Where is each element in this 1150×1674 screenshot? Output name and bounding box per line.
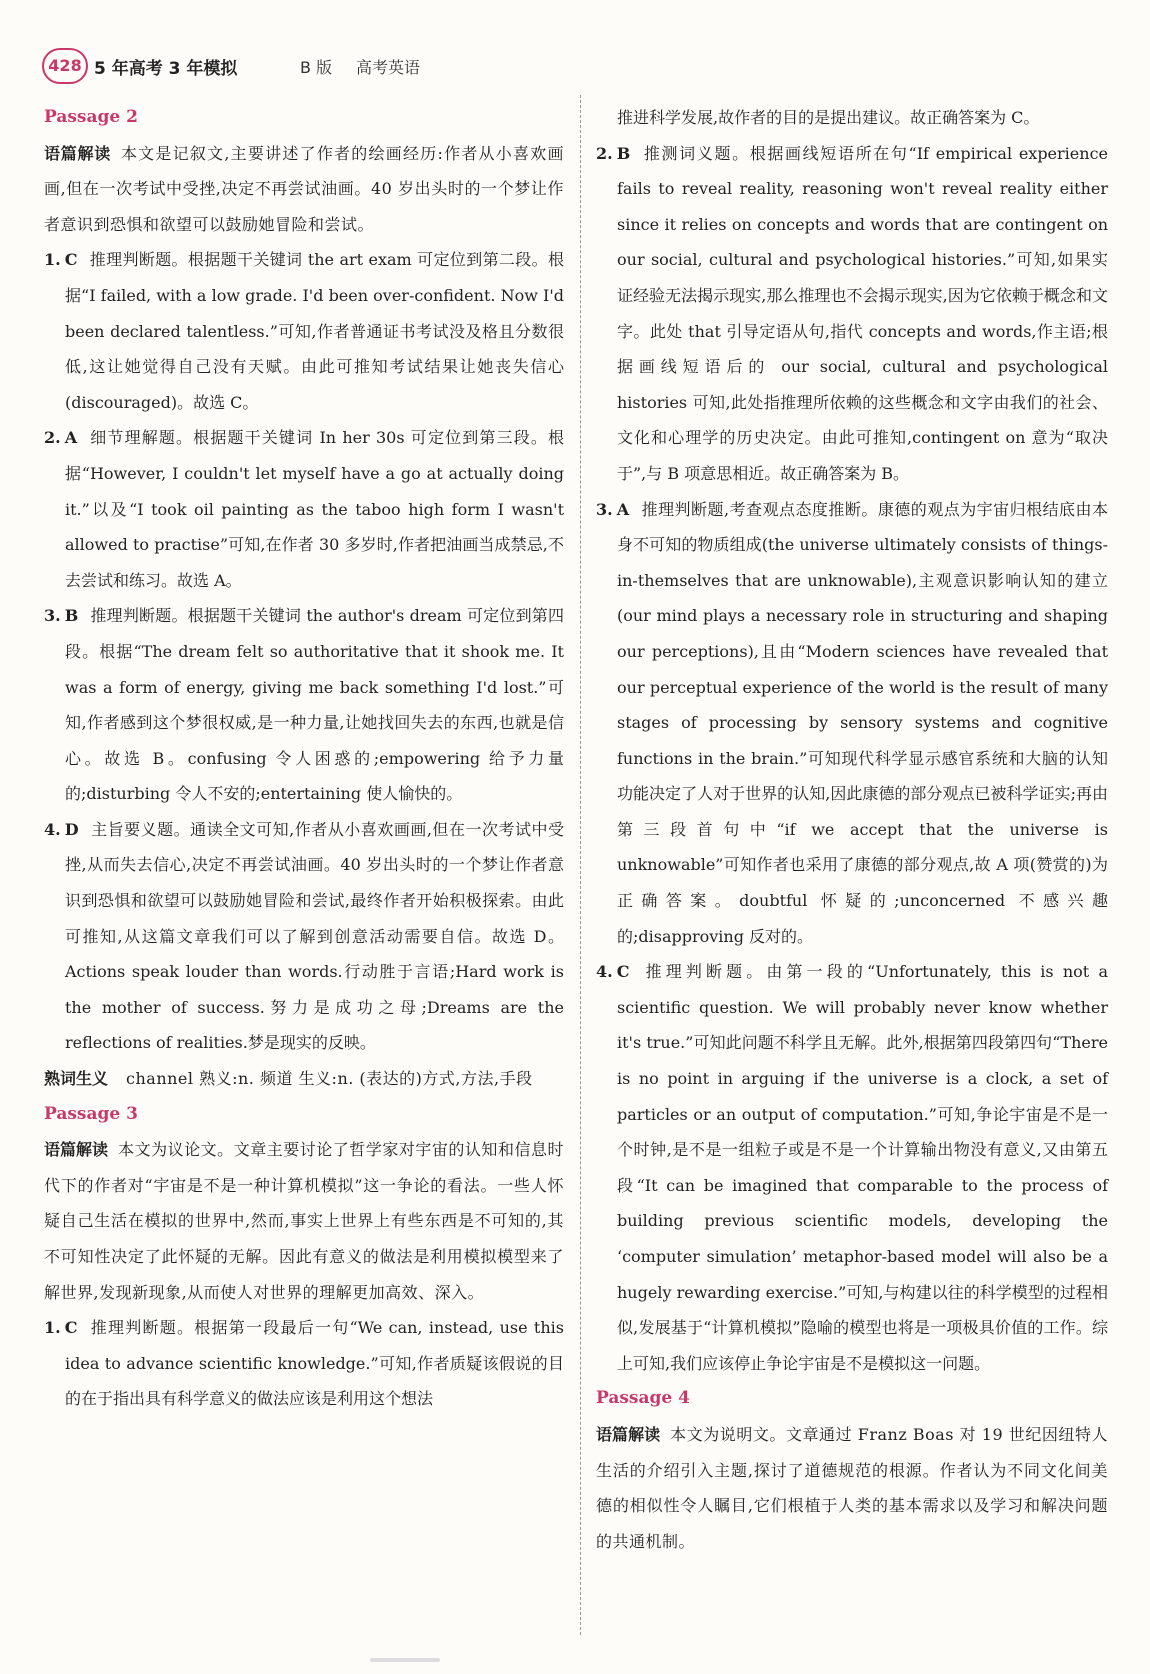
summary-label: 语篇解读 — [44, 1140, 109, 1160]
book-title: 5 年高考 3 年模拟 — [94, 59, 238, 79]
summary-text: 本文为议论文。文章主要讨论了哲学家对宇宙的认知和信息时代下的作者对“宇宙是不是一种计算机模拟”这一争论的看法。一些人怀疑自己生活在模拟的世界中,然而,事实上世界上有些东西是不可知的,其不可知性决定了此怀疑的无解。因此有意义的做法是利用模拟模型来了解世界,发现新现象,从而使人对世界的理解更加高效、深入。 — [44, 1140, 564, 1302]
answer-item — [44, 1310, 564, 1417]
passage-4-summary — [596, 1417, 1108, 1559]
explanation-text: 推理判断题。根据题干关键词 the art exam 可定位到第二段。根据“I failed, with a low grade. I'd been over-confident. Now I'd been declared talentless.”可知,作者普通证书考试没及格且分数很低,这让她觉得自己没有天赋。由此可推知考试结果让她丧失信心(discouraged)。故选 C。 — [65, 250, 564, 412]
left-column — [44, 100, 564, 1417]
summary-label: 语篇解读 — [44, 143, 111, 163]
edition-label: B 版 — [300, 58, 333, 77]
explanation-text: 推理判断题。由第一段的“Unfortunately, this is not a scientific question. We will probably never know whether it's true.”可知此问题不科学且无解。此外,根据第四段第四句“There is no point in arguing if the universe is a clock, a set of particles or an output of computation.”可知,争论宇宙是不是一个时钟,是不是一组粒子或是不是一个计算输出物没有意义,又由第五段“It can be imagined that comparable to the process of building previous scientific models, developing the ‘computer simulation’ metaphor-based model will also be a hugely rewarding exercise.”可知,与构建以往的科学模型的过程相似,发展基于“计算机模拟”隐喻的模型也将是一项极具价值的工作。综上可知,我们应该停止争论宇宙是不是模拟这一问题。 — [617, 962, 1108, 1373]
summary-text: 本文是记叙文,主要讲述了作者的绘画经历:作者从小喜欢画画,但在一次考试中受挫,决定不再尝试油画。40 岁出头时的一个梦让作者意识到恐惧和欲望可以鼓励她冒险和尝试。 — [44, 143, 564, 234]
explanation-text: 细节理解题。根据题干关键词 In her 30s 可定位到第三段。根据“However, I couldn't let myself have a go at actually doing it.”以及“I took oil painting as the taboo high form I wasn't allowed to practise”可知,在作者 30 多岁时,作者把油画当成禁忌,不去尝试和练习。故选 A。 — [65, 428, 564, 590]
answer-item — [44, 598, 564, 812]
answer-letter: C — [64, 1318, 78, 1338]
answer-item — [596, 954, 1108, 1381]
explanation-text: 推理判断题,考查观点态度推断。康德的观点为宇宙归根结底由本身不可知的物质组成(the universe ultimately consists of things-in-themselves that are unknowable),主观意识影响认知的建立(our mind plays a necessary role in structuring and shaping our perceptions),且由“Modern sciences have revealed that our perceptual experience of the world is the result of many stages of processing by sensory systems and cognitive functions in the brain.”可知现代科学显示感官系统和大脑的认知功能决定了人对于世界的认知,因此康德的部分观点已被科学证实;再由第三段首句中“if we accept that the universe is unknowable”可知作者也采用了康德的部分观点,故 A 项(赞赏的)为正确答案。doubtful 怀疑的;unconcerned 不感兴趣的;disapproving 反对的。 — [617, 499, 1108, 946]
answer-item — [44, 812, 564, 1061]
question-number: 2. — [596, 143, 613, 163]
question-number: 3. — [44, 606, 61, 626]
answer-item — [596, 136, 1108, 492]
question-number: 4. — [44, 819, 61, 839]
question-number: 2. — [44, 428, 61, 448]
page-number-badge: 428 — [42, 48, 88, 84]
explanation-text: 推理判断题。根据题干关键词 the author's dream 可定位到第四段。根据“The dream felt so authoritative that it shook me. It was a form of energy, giving me back something I'd lost.”可知,作者感到这个梦很权威,是一种力量,让她找回失去的东西,也就是信心。故选 B。confusing 令人困惑的;empowering 给予力量的;disturbing 令人不安的;entertaining 使人愉快的。 — [65, 606, 564, 804]
answer-letter: C — [616, 962, 630, 982]
answer-item — [44, 420, 564, 598]
summary-text: 本文为说明文。文章通过 Franz Boas 对 19 世纪因纽特人生活的介绍引入主题,探讨了道德规范的根源。作者认为不同文化间美德的相似性令人瞩目,它们根植于人类的基本需求以及学习和解决问题的共通机制。 — [596, 1424, 1108, 1551]
answer-item — [44, 242, 564, 420]
answer-letter: B — [64, 606, 79, 626]
question-number: 4. — [596, 962, 613, 982]
question-number: 3. — [596, 499, 613, 519]
explanation-text: 推理判断题。根据第一段最后一句“We can, instead, use this idea to advance scientific knowledge.”可知,作者质疑该假说的目的在于指出具有科学意义的做法应该是利用这个想法 — [65, 1318, 564, 1409]
page-header — [42, 48, 1112, 84]
passage-2-summary — [44, 136, 564, 243]
right-column — [596, 100, 1108, 1559]
answer-letter: D — [64, 819, 79, 839]
explanation-text: 主旨要义题。通读全文可知,作者从小喜欢画画,但在一次考试中受挫,从而失去信心,决定不再尝试油画。40 岁出头时的一个梦让作者意识到恐惧和欲望可以鼓励她冒险和尝试,最终作者开始积极探索。由此可推知,从这篇文章我们可以了解到创意活动需要自信。故选 D。Actions speak louder than words.行动胜于言语;Hard work is the mother of success.努力是成功之母;Dreams are the reflections of realities.梦是现实的反映。 — [65, 819, 564, 1053]
summary-label: 语篇解读 — [596, 1424, 661, 1444]
column-divider — [580, 95, 581, 1635]
passage-3-summary — [44, 1132, 564, 1310]
page-footer-bar — [370, 1658, 440, 1662]
vocab-note — [44, 1061, 564, 1097]
question-number: 1. — [44, 1318, 61, 1338]
passage-4-title: Passage 4 — [596, 1388, 690, 1409]
passage-2-title: Passage 2 — [44, 107, 138, 127]
continued-text: 推进科学发展,故作者的目的是提出建议。故正确答案为 C。 — [617, 108, 1040, 127]
answer-letter: B — [616, 143, 631, 163]
explanation-text: 推测词义题。根据画线短语所在句“If empirical experience fails to reveal reality, reasoning won't reveal reality either since it relies on concepts and words that are contingent on our social, cultural and psychological histories.”可知,如果实证经验无法揭示现实,那么推理也不会揭示现实,因为它依赖于概念和文字。此处 that 引导定语从句,指代 concepts and words,作主语;根据画线短语后的 our social, cultural and psychological histories 可知,此处指推理所依赖的这些概念和文字由我们的社会、文化和心理学的历史决定。由此可推知,contingent on 意为“取决于”,与 B 项意思相近。故正确答案为 B。 — [617, 143, 1108, 483]
answer-letter: C — [64, 250, 78, 270]
answer-item — [596, 492, 1108, 955]
answer-letter: A — [616, 499, 630, 519]
vocab-label: 熟词生义 — [44, 1069, 109, 1089]
question-number: 1. — [44, 250, 61, 270]
vocab-text: channel 熟义:n. 频道 生义:n. (表达的)方式,方法,手段 — [126, 1069, 533, 1089]
answer-letter: A — [64, 428, 78, 448]
passage-3-title: Passage 3 — [44, 1103, 138, 1124]
subject-label: 高考英语 — [356, 58, 421, 77]
